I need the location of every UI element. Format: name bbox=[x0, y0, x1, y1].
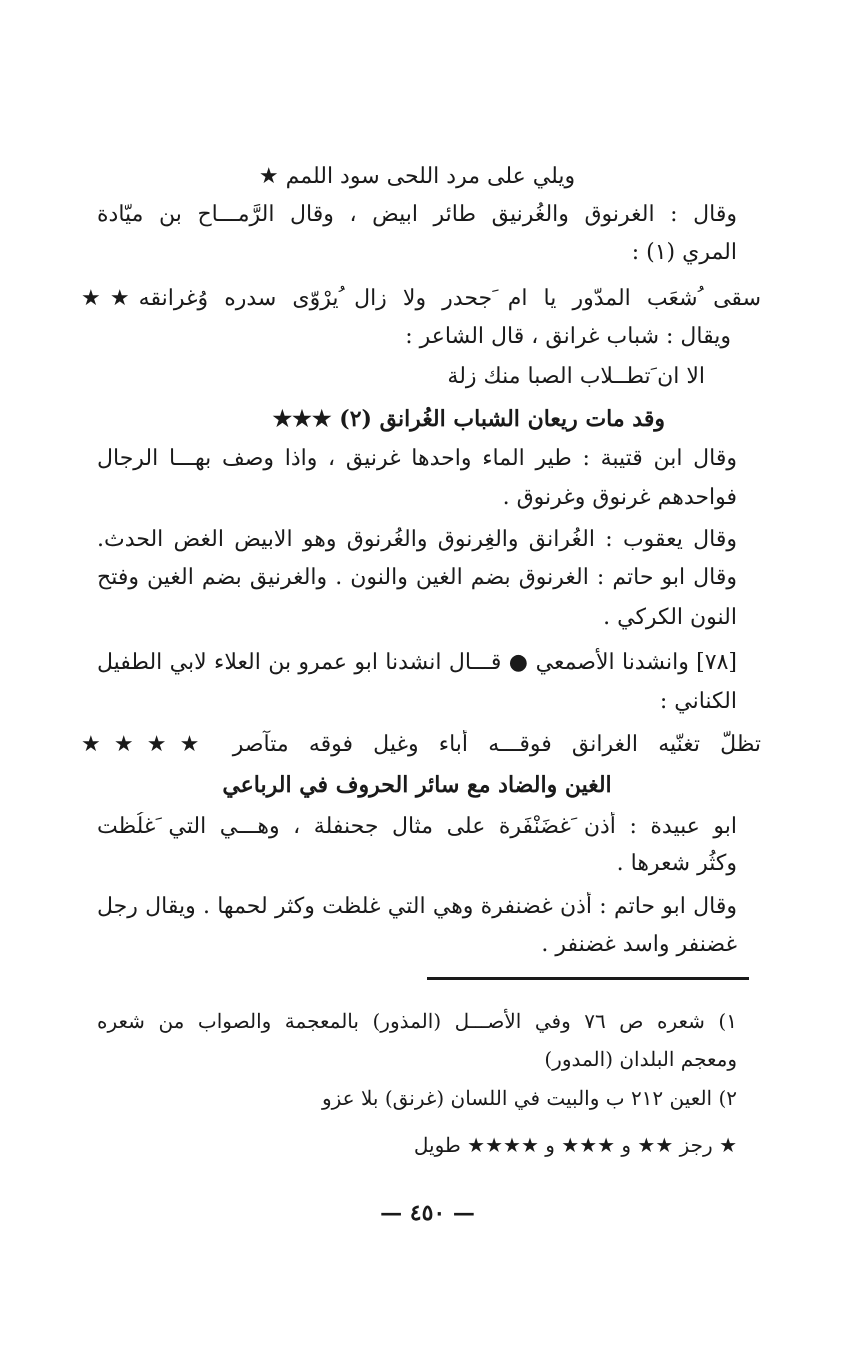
section-heading: الغين والضاد مع سائر الحروف في الرباعي bbox=[222, 772, 612, 798]
text-line: وكثُر شعرها . bbox=[616, 851, 737, 876]
footnote-line: ★ رجز ★★ و ★★★ و ★★★★ طويل bbox=[413, 1133, 737, 1157]
verse-line-end: ويلي على مرد اللحى سود اللمم ★ bbox=[258, 164, 576, 189]
verse-line: تظلّ تغنّيه الغرانق فوقـــه أباء وغيل فوقه متآصر ★★★★ bbox=[81, 732, 761, 757]
verse-line: سقى ُشعَب المدّور يا ام َجحدر ولا زال ُيرْوّى سدره وُغرانقه★★ bbox=[81, 286, 761, 311]
verse-line: وقد مات ريعان الشباب الغُرانق (٢) ★★★ bbox=[272, 406, 665, 432]
text-line: وقال يعقوب : الغُرانق والغِرنوق والغُرنوق وهو الابيض الغض الحدث. bbox=[97, 527, 737, 552]
text-line: [٧٨] وانشدنا الأصمعي ● قـــال انشدنا ابو عمرو بن العلاء لابي الطفيل bbox=[97, 650, 737, 675]
footnote-divider bbox=[427, 977, 749, 980]
text-line: غضنفر واسد غضنفر . bbox=[541, 932, 737, 957]
footnote-line: ومعجم البلدان (المدور) bbox=[544, 1047, 737, 1071]
text-line: وقال ابو حاتم : أذن غضنفرة وهي التي غلظت وكثر لحمها . ويقال رجل bbox=[97, 894, 737, 919]
page-number: — ٤٥٠ — bbox=[380, 1200, 475, 1226]
footnote-line: ١) شعره ص ٧٦ وفي الأصـــل (المذور) بالمعجمة والصواب من شعره bbox=[97, 1009, 737, 1033]
text-line: ويقال : شباب غرانق ، قال الشاعر : bbox=[405, 324, 731, 349]
text-line: ابو عبيدة : أذن َغضَنْفَرة على مثال جحنفلة ، وهـــي التي َغلُظت bbox=[97, 814, 737, 839]
text-line: وقال ابو حاتم : الغرنوق بضم الغين والنون . والغرنيق بضم الغين وفتح bbox=[97, 565, 737, 590]
text-line: وقال ابن قتيبة : طير الماء واحدها غرنيق ، واذا وصف بهـــا الرجال bbox=[97, 446, 737, 471]
text-line: وقال : الغرنوق والغُرنيق طائر ابيض ، وقال الرَّمـــاح بن ميّادة bbox=[97, 202, 737, 227]
text-line: فواحدهم غرنوق وغرنوق . bbox=[502, 485, 737, 510]
text-line: المري (١) : bbox=[631, 240, 737, 265]
verse-line: الا ان َتطــلاب الصبا منك زلة bbox=[447, 364, 705, 389]
text-line: النون الكركي . bbox=[603, 605, 737, 630]
footnote-line: ٢) العين ٢١٢ ب والبيت في اللسان (غرنق) بلا عزو bbox=[321, 1086, 737, 1110]
text-line: الكناني : bbox=[659, 689, 737, 714]
